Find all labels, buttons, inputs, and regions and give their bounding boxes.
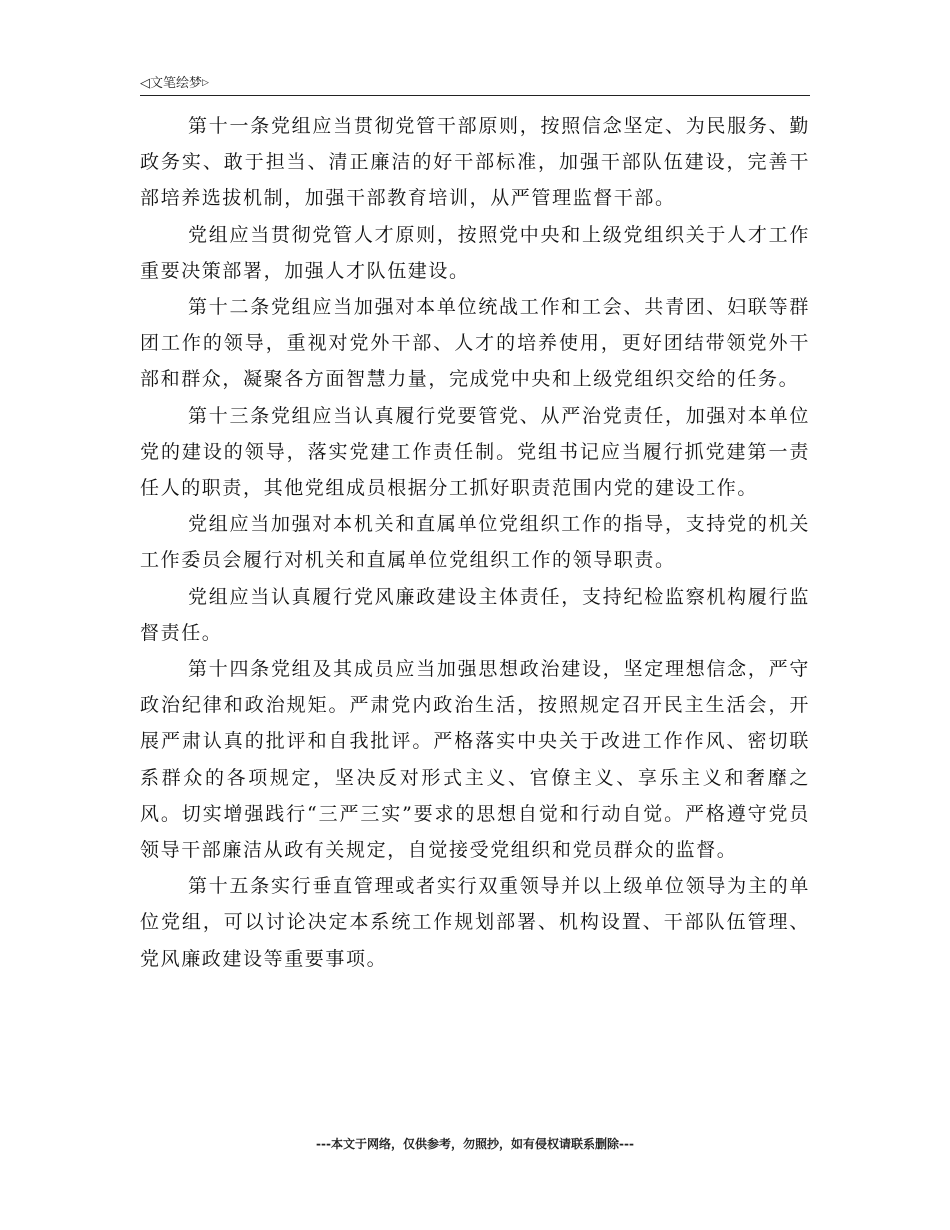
paragraph-article-11: 第十一条党组应当贯彻党管干部原则，按照信念坚定、为民服务、勤政务实、敢于担当、清正廉洁的好干部标准，加强干部队伍建设，完善干部培养选拔机制，加强干部教育培训，从严管理监督干部。 xyxy=(140,115,810,210)
paragraph-article-13: 第十三条党组应当认真履行党要管党、从严治党责任，加强对本单位党的建设的领导，落实党建工作责任制。党组书记应当履行抓党建第一责任人的职责，其他党组成员根据分工抓好职责范围内党的建设工作。 xyxy=(140,404,810,500)
left-triangle-icon: ◁ xyxy=(140,76,150,91)
paragraph-article-15: 第十五条实行垂直管理或者实行双重领导并以上级单位领导为主的单位党组，可以讨论决定本系统工作规划部署、机构设置、干部队伍管理、党风廉政建设等重要事项。 xyxy=(140,875,810,970)
paragraph-talent-management: 党组应当贯彻党管人才原则，按照党中央和上级党组织关于人才工作重要决策部署，加强人才队伍建设。 xyxy=(140,223,810,282)
page-header xyxy=(140,73,810,96)
right-triangle-icon: ▷ xyxy=(202,78,209,88)
brand-name: 文笔绘梦 xyxy=(150,76,203,91)
header-brand xyxy=(140,75,209,92)
paragraph-integrity-responsibility: 党组应当认真履行党风廉政建设主体责任，支持纪检监察机构履行监督责任。 xyxy=(140,585,810,644)
paragraph-article-12: 第十二条党组应当加强对本单位统战工作和工会、共青团、妇联等群团工作的领导，重视对党外干部、人才的培养使用，更好团结带领党外干部和群众，凝聚各方面智慧力量，完成党中央和上级党组织交给的任务。 xyxy=(140,296,810,391)
document-body xyxy=(140,108,810,977)
paragraph-article-14: 第十四条党组及其成员应当加强思想政治建设，坚定理想信念，严守政治纪律和政治规矩。严肃党内政治生活，按照规定召开民主生活会，开展严肃认真的批评和自我批评。严格落实中央关于改进工作作风、密切联系群众的各项规定，坚决反对形式主义、官僚主义、享乐主义和奢靡之风。切实增强践行“三严三实”要求的思想自觉和行动自觉。严格遵守党员领导干部廉洁从政有关规定，自觉接受党组织和党员群众的监督。 xyxy=(140,658,810,862)
page-footer-disclaimer: ---本文于网络，仅供参考，勿照抄，如有侵权请联系删除--- xyxy=(316,1137,634,1151)
paragraph-organization-guidance: 党组应当加强对本机关和直属单位党组织工作的指导，支持党的机关工作委员会履行对机关和直属单位党组织工作的领导职责。 xyxy=(140,513,810,572)
